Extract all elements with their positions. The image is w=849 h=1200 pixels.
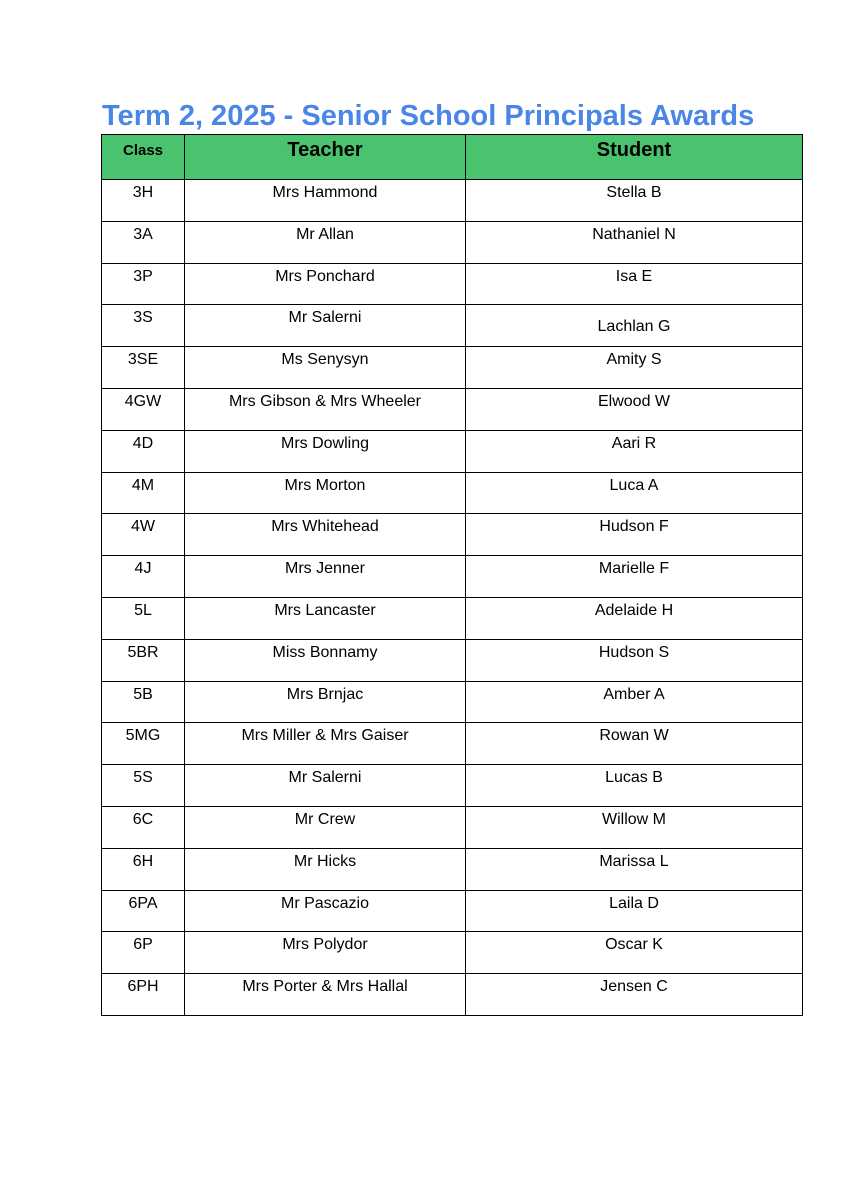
class-cell: 6PH [102,974,185,1016]
teacher-cell: Mrs Hammond [185,180,466,222]
class-cell: 6P [102,932,185,974]
teacher-cell: Mrs Polydor [185,932,466,974]
class-cell: 4W [102,514,185,556]
teacher-cell: Mrs Morton [185,472,466,514]
class-cell: 6H [102,848,185,890]
student-cell: Aari R [466,430,803,472]
teacher-cell: Mr Salerni [185,305,466,347]
table-row [102,890,803,932]
table-row [102,472,803,514]
table-row [102,305,803,347]
teacher-cell: Mrs Porter & Mrs Hallal [185,974,466,1016]
student-cell: Isa E [466,263,803,305]
student-cell: Lucas B [466,765,803,807]
class-cell: 3SE [102,347,185,389]
class-cell: 3S [102,305,185,347]
class-cell: 3H [102,180,185,222]
table-row [102,974,803,1016]
table-row [102,347,803,389]
table-header-row [102,135,803,180]
class-cell: 4D [102,430,185,472]
column-header-student: Student [466,135,803,180]
class-cell: 5BR [102,639,185,681]
page-title: Term 2, 2025 - Senior School Principals Awards [102,100,755,132]
class-cell: 4M [102,472,185,514]
table-row [102,180,803,222]
teacher-cell: Mr Salerni [185,765,466,807]
student-cell: Lachlan G [466,305,803,347]
teacher-cell: Mrs Lancaster [185,597,466,639]
class-cell: 3P [102,263,185,305]
table-row [102,806,803,848]
teacher-cell: Mr Allan [185,221,466,263]
table-row [102,597,803,639]
table-row [102,263,803,305]
student-cell: Elwood W [466,388,803,430]
student-cell: Laila D [466,890,803,932]
student-cell: Oscar K [466,932,803,974]
class-cell: 5B [102,681,185,723]
teacher-cell: Mrs Dowling [185,430,466,472]
table-row [102,723,803,765]
column-header-teacher: Teacher [185,135,466,180]
table-row [102,765,803,807]
teacher-cell: Mrs Jenner [185,556,466,598]
student-cell: Nathaniel N [466,221,803,263]
teacher-cell: Mrs Miller & Mrs Gaiser [185,723,466,765]
class-cell: 3A [102,221,185,263]
table-row [102,639,803,681]
student-cell: Luca A [466,472,803,514]
student-cell: Rowan W [466,723,803,765]
teacher-cell: Mrs Whitehead [185,514,466,556]
student-cell: Hudson S [466,639,803,681]
student-cell: Adelaide H [466,597,803,639]
teacher-cell: Mrs Brnjac [185,681,466,723]
student-cell: Amber A [466,681,803,723]
student-cell: Marissa L [466,848,803,890]
teacher-cell: Mr Pascazio [185,890,466,932]
teacher-cell: Mrs Ponchard [185,263,466,305]
teacher-cell: Mr Hicks [185,848,466,890]
class-cell: 5L [102,597,185,639]
student-cell: Stella B [466,180,803,222]
student-cell: Jensen C [466,974,803,1016]
table-row [102,932,803,974]
teacher-cell: Miss Bonnamy [185,639,466,681]
awards-table [101,134,803,1016]
table-row [102,430,803,472]
teacher-cell: Ms Senysyn [185,347,466,389]
student-cell: Amity S [466,347,803,389]
student-cell: Marielle F [466,556,803,598]
class-cell: 6PA [102,890,185,932]
table-row [102,221,803,263]
class-cell: 6C [102,806,185,848]
class-cell: 5S [102,765,185,807]
column-header-class: Class [102,135,185,180]
class-cell: 5MG [102,723,185,765]
teacher-cell: Mrs Gibson & Mrs Wheeler [185,388,466,430]
table-row [102,681,803,723]
class-cell: 4GW [102,388,185,430]
teacher-cell: Mr Crew [185,806,466,848]
student-cell: Hudson F [466,514,803,556]
student-cell: Willow M [466,806,803,848]
class-cell: 4J [102,556,185,598]
table-row [102,848,803,890]
table-row [102,514,803,556]
table-row [102,556,803,598]
table-row [102,388,803,430]
